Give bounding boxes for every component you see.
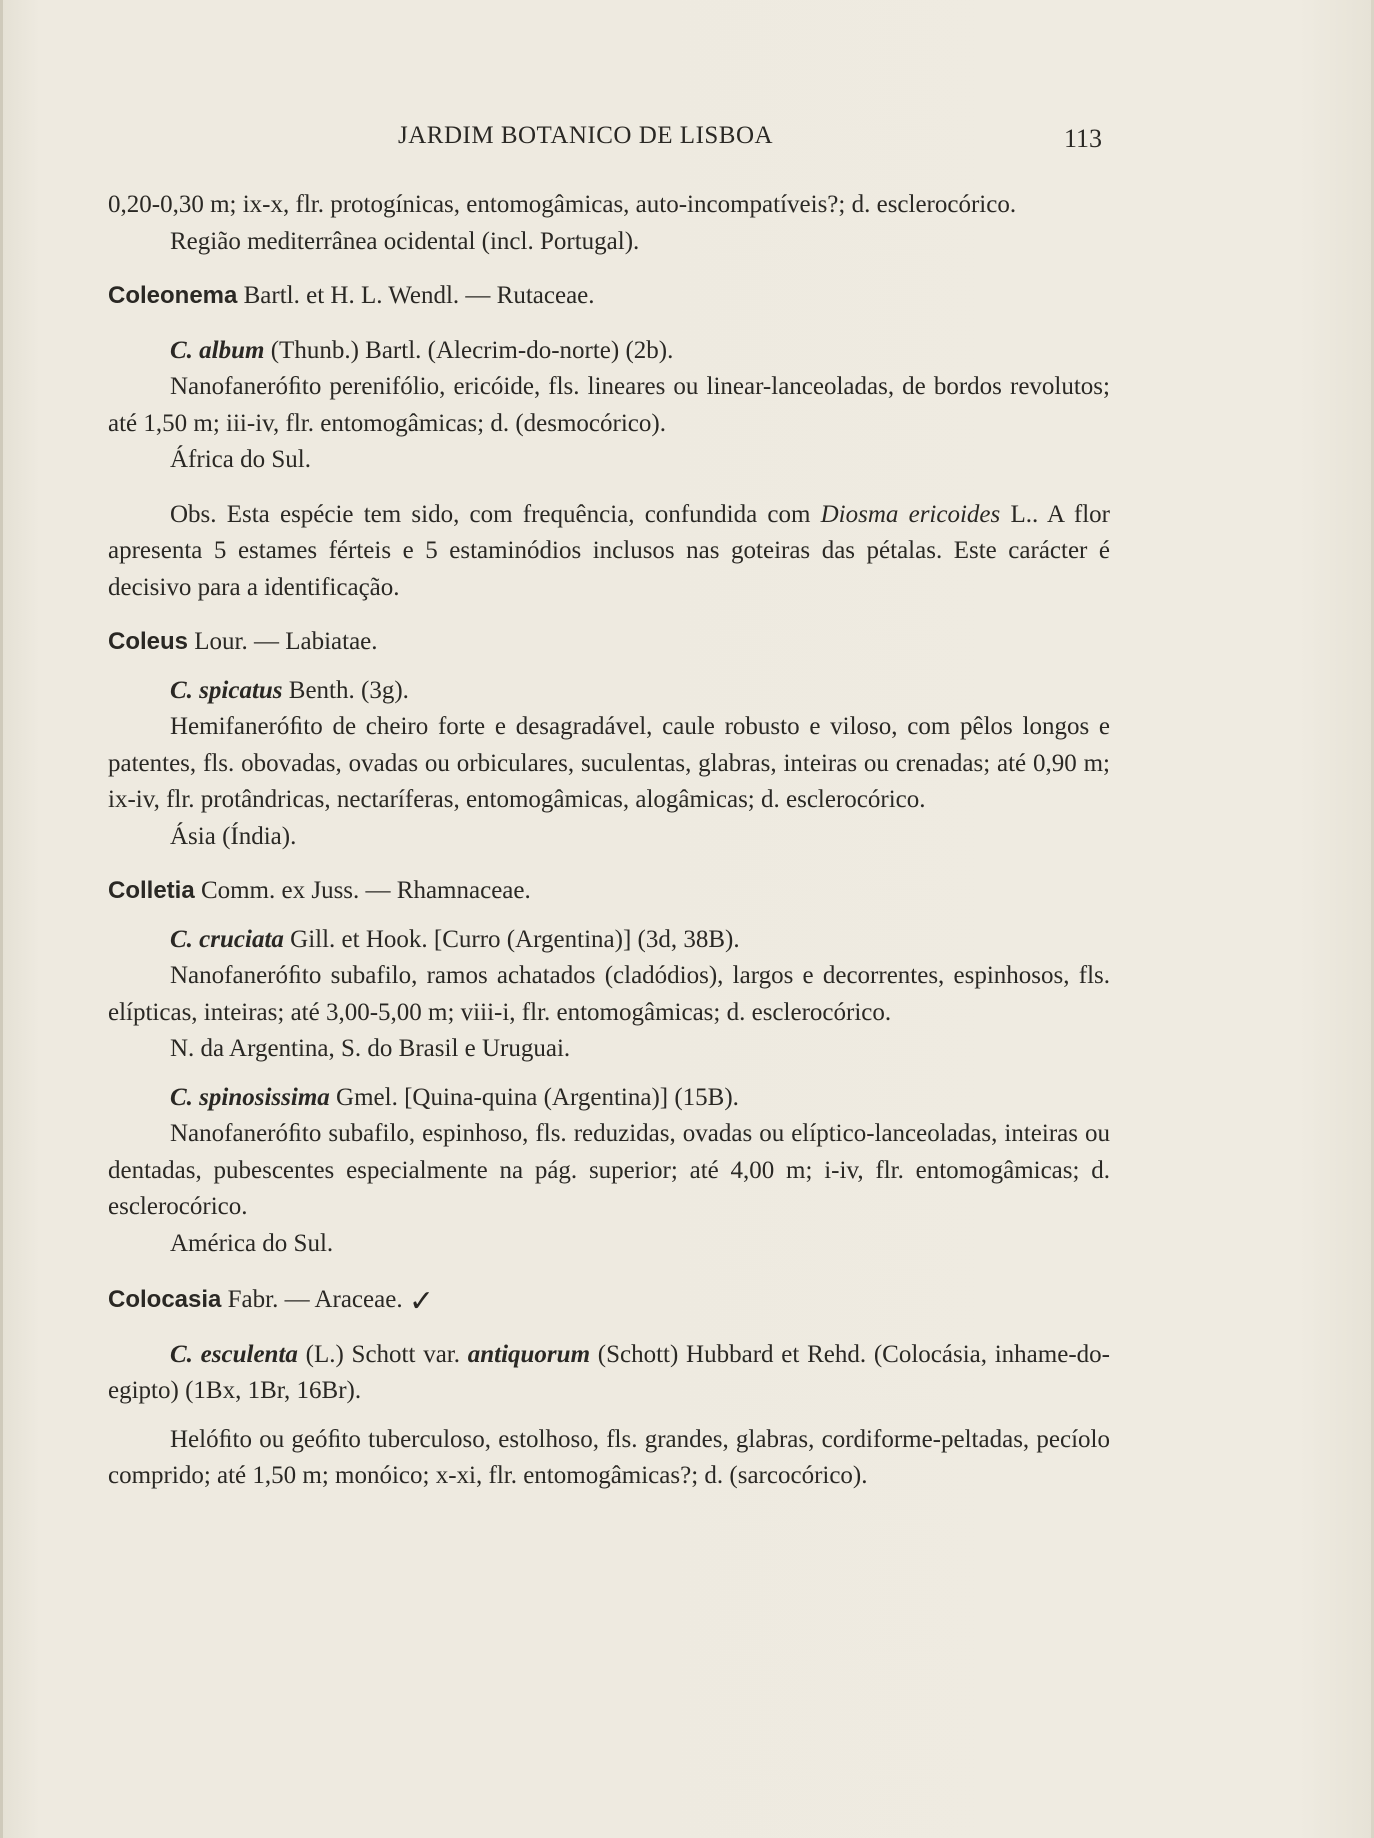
species-authority: Benth. (3g).	[282, 676, 409, 704]
distribution-line: N. da Argentina, S. do Brasil e Uruguai.	[170, 1035, 571, 1062]
distribution-line: Ásia (Índia).	[170, 822, 297, 850]
species-heading-esculenta	[108, 1337, 1110, 1410]
species-heading-album	[108, 333, 1110, 370]
species-heading-spicatus	[108, 673, 1110, 710]
page-left-edge	[0, 0, 3, 1838]
genus-name: Coleus	[108, 628, 189, 655]
distribution-line: América do Sul.	[170, 1229, 334, 1257]
page-number: 113	[1064, 124, 1103, 153]
species-description: Nanofaneróﬁto subafilo, ramos achatados (cladódios), largos e decorrentes, espinhosos, fls. elípticas, inteiras; até 3,00-5,00 m; viii-i, flr. entomogâmicas; d. esclerocórico.	[108, 962, 1110, 1026]
species-heading-spinosissima	[108, 1080, 1110, 1117]
genus-authority: Comm. ex Juss. — Rhamnaceae.	[194, 877, 531, 904]
species-authority: Gill. et Hook. [Curro (Argentina)] (3d, 38B).	[283, 925, 740, 953]
genus-heading-coleonema	[108, 278, 1110, 315]
obs-text-a: Obs. Esta espécie tem sido, com frequência, confundida com	[170, 500, 821, 528]
obs-text-b: L.. A flor apresenta 5 estames férteis e 5 estaminódios inclusos nas goteiras das pétalas. Este carácter é decisivo para a identificação.	[108, 500, 1111, 601]
species-name: C. spicatus	[170, 676, 283, 704]
genus-name: Colocasia	[108, 1286, 222, 1313]
body-text	[108, 187, 1110, 1495]
page-header	[0, 118, 1374, 158]
species-description: Hemifaneróﬁto de cheiro forte e desagradável, caule robusto e viloso, com pêlos longos e patentes, fls. obovadas, ovadas ou orbiculares, suculentas, glabras, inteiras ou crenadas; até 0,90 m; ix-iv, flr. protândricas, nectaríferas, entomogâmicas, alogâmicas; d. esclerocórico.	[108, 713, 1110, 813]
species-name: C. album	[170, 336, 265, 364]
species-description: Helóﬁto ou geóﬁto tuberculoso, estolhoso, fls. grandes, glabras, cordiforme-peltadas, pecíolo comprido; até 1,50 m; monóico; x-xi, flr. entomogâmicas?; d. (sarcocórico).	[108, 1425, 1110, 1489]
genus-authority: Bartl. et H. L. Wendl. — Rutaceae.	[237, 282, 595, 309]
genus-name: Colletia	[108, 877, 195, 904]
species-name: C. cruciata	[170, 925, 284, 953]
running-title: JARDIM BOTANICO DE LISBOA	[398, 122, 774, 149]
species-authority: Gmel. [Quina-quina (Argentina)] (15B).	[329, 1083, 739, 1111]
distribution-line: Região mediterrânea ocidental (incl. Portugal).	[170, 227, 640, 255]
genus-heading-coleus	[108, 624, 1110, 661]
species-name: C. spinosissima	[170, 1083, 330, 1111]
variety-name: antiquorum	[467, 1340, 591, 1368]
obs-species: Diosma ericoides	[820, 500, 1001, 528]
genus-name: Coleonema	[108, 282, 238, 309]
species-description: Nanofaneróﬁto subafilo, espinhoso, fls. reduzidas, ovadas ou elíptico-lanceoladas, inteiras ou dentadas, pubescentes especialmente na pág. superior; até 4,00 m; i-iv, flr. entomogâmicas; d. esclerocórico.	[108, 1120, 1110, 1220]
genus-heading-colocasia	[108, 1280, 1110, 1319]
species-authority: (Thunb.) Bartl. (Alecrim-do-norte) (2b).	[264, 336, 674, 364]
species-name: C. esculenta	[170, 1340, 298, 1368]
genus-authority: Lour. — Labiatae.	[188, 628, 378, 655]
observation-paragraph	[108, 497, 1110, 607]
genus-heading-colletia	[108, 873, 1110, 910]
variety-authority: (Schott) Hubbard et Rehd. (Colocásia, inhame-do-egipto) (1Bx, 1Br, 16Br).	[108, 1340, 1110, 1404]
species-description: Nanofaneróﬁto perenifólio, ericóide, fls. lineares ou linear-lanceoladas, de bordos revolutos; até 1,50 m; iii-iv, flr. entomogâmicas; d. (desmocórico).	[108, 373, 1110, 437]
handwritten-check-mark: ✓	[408, 1284, 434, 1319]
continued-description: 0,20-0,30 m; ix-x, flr. protogínicas, entomogâmicas, auto-incompatíveis?; d. esclerocórico.	[108, 191, 1017, 218]
distribution-line: África do Sul.	[170, 446, 311, 473]
species-authority: (L.) Schott var.	[297, 1340, 468, 1368]
species-heading-cruciata	[108, 922, 1110, 959]
genus-authority: Fabr. — Araceae.	[221, 1286, 409, 1313]
